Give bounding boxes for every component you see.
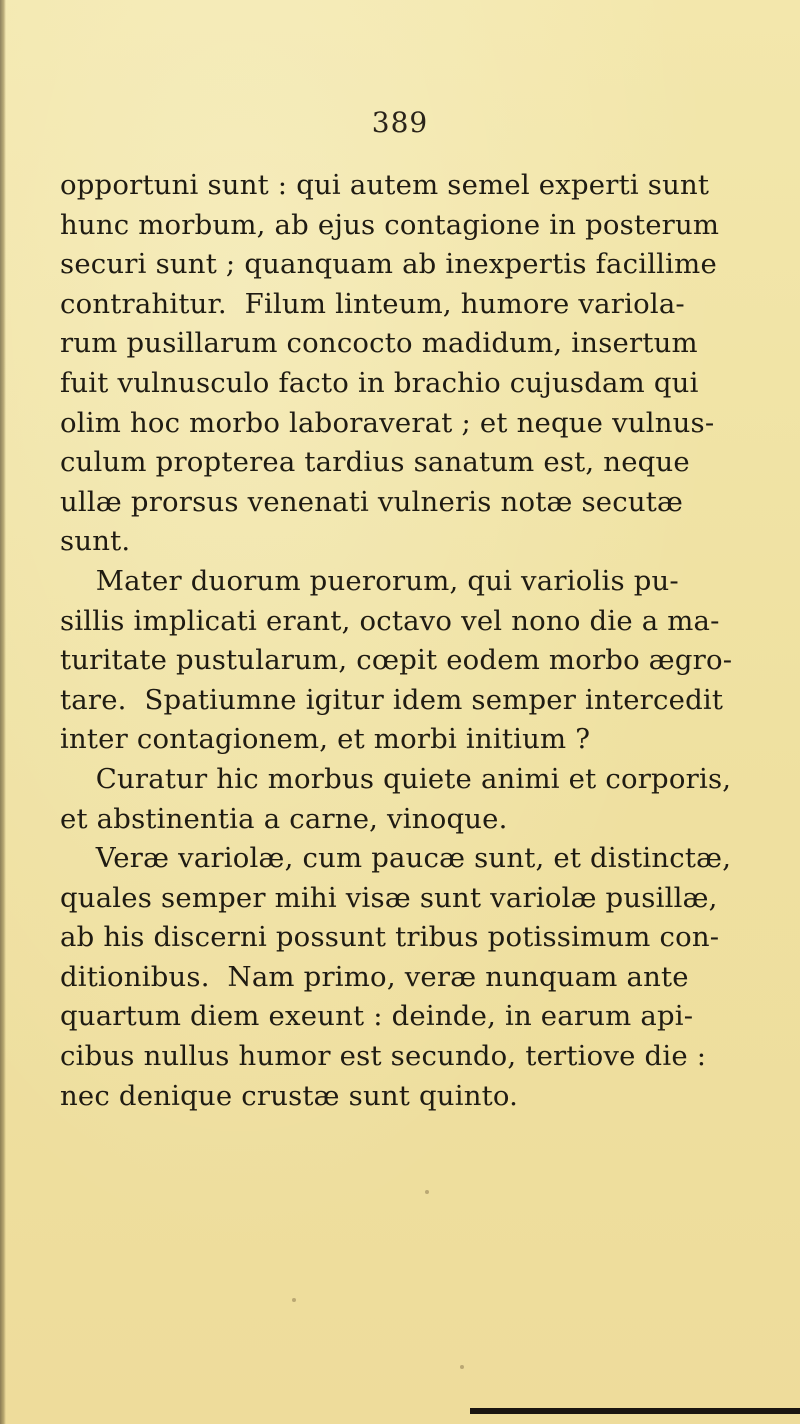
text-line: contrahitur. Filum linteum, humore variola- [60, 287, 685, 320]
text-line: ditionibus. Nam primo, veræ nunquam ante [60, 960, 689, 993]
paper-speck [425, 1190, 429, 1194]
text-line: securi sunt ; quanquam ab inexpertis facillime [60, 248, 717, 281]
text-line: olim hoc morbo laboraverat ; et neque vulnus- [60, 406, 715, 439]
text-line: et abstinentia a carne, vinoque. [60, 802, 508, 835]
text-line: tare. Spatiumne igitur idem semper intercedit [60, 683, 724, 716]
page-edge-shadow [0, 0, 6, 1424]
text-line: Mater duorum puerorum, qui variolis pu- [60, 564, 679, 597]
text-line: turitate pustularum, cœpit eodem morbo ægro- [60, 644, 733, 677]
text-line: sunt. [60, 525, 131, 558]
page-bottom-edge [470, 1408, 800, 1414]
text-line: quales semper mihi visæ sunt variolæ pusillæ, [60, 881, 718, 914]
text-line: Veræ variolæ, cum paucæ sunt, et distinctæ, [60, 842, 732, 875]
text-line: sillis implicati erant, octavo vel nono die a ma- [60, 604, 720, 637]
text-line: ullæ prorsus venenati vulneris notæ secutæ [60, 485, 684, 518]
text-line: nec denique crustæ sunt quinto. [60, 1079, 519, 1112]
text-line: hunc morbum, ab ejus contagione in posterum [60, 208, 720, 241]
body-text [60, 166, 740, 1116]
text-line: culum propterea tardius sanatum est, neque [60, 446, 690, 479]
text-line: rum pusillarum concocto madidum, insertum [60, 327, 698, 360]
text-line: Curatur hic morbus quiete animi et corporis, [60, 762, 732, 795]
text-line: fuit vulnusculo facto in brachio cujusdam qui [60, 366, 699, 399]
text-line: inter contagionem, et morbi initium ? [60, 723, 591, 756]
paper-speck [292, 1298, 296, 1302]
text-line: ab his discerni possunt tribus potissimum con- [60, 921, 720, 954]
text-line: opportuni sunt : qui autem semel experti sunt [60, 169, 710, 201]
text-line: quartum diem exeunt : deinde, in earum api- [60, 1000, 694, 1033]
paper-speck [460, 1365, 464, 1369]
page-number: 389 [371, 106, 429, 139]
text-line: cibus nullus humor est secundo, tertiove die : [60, 1040, 707, 1073]
